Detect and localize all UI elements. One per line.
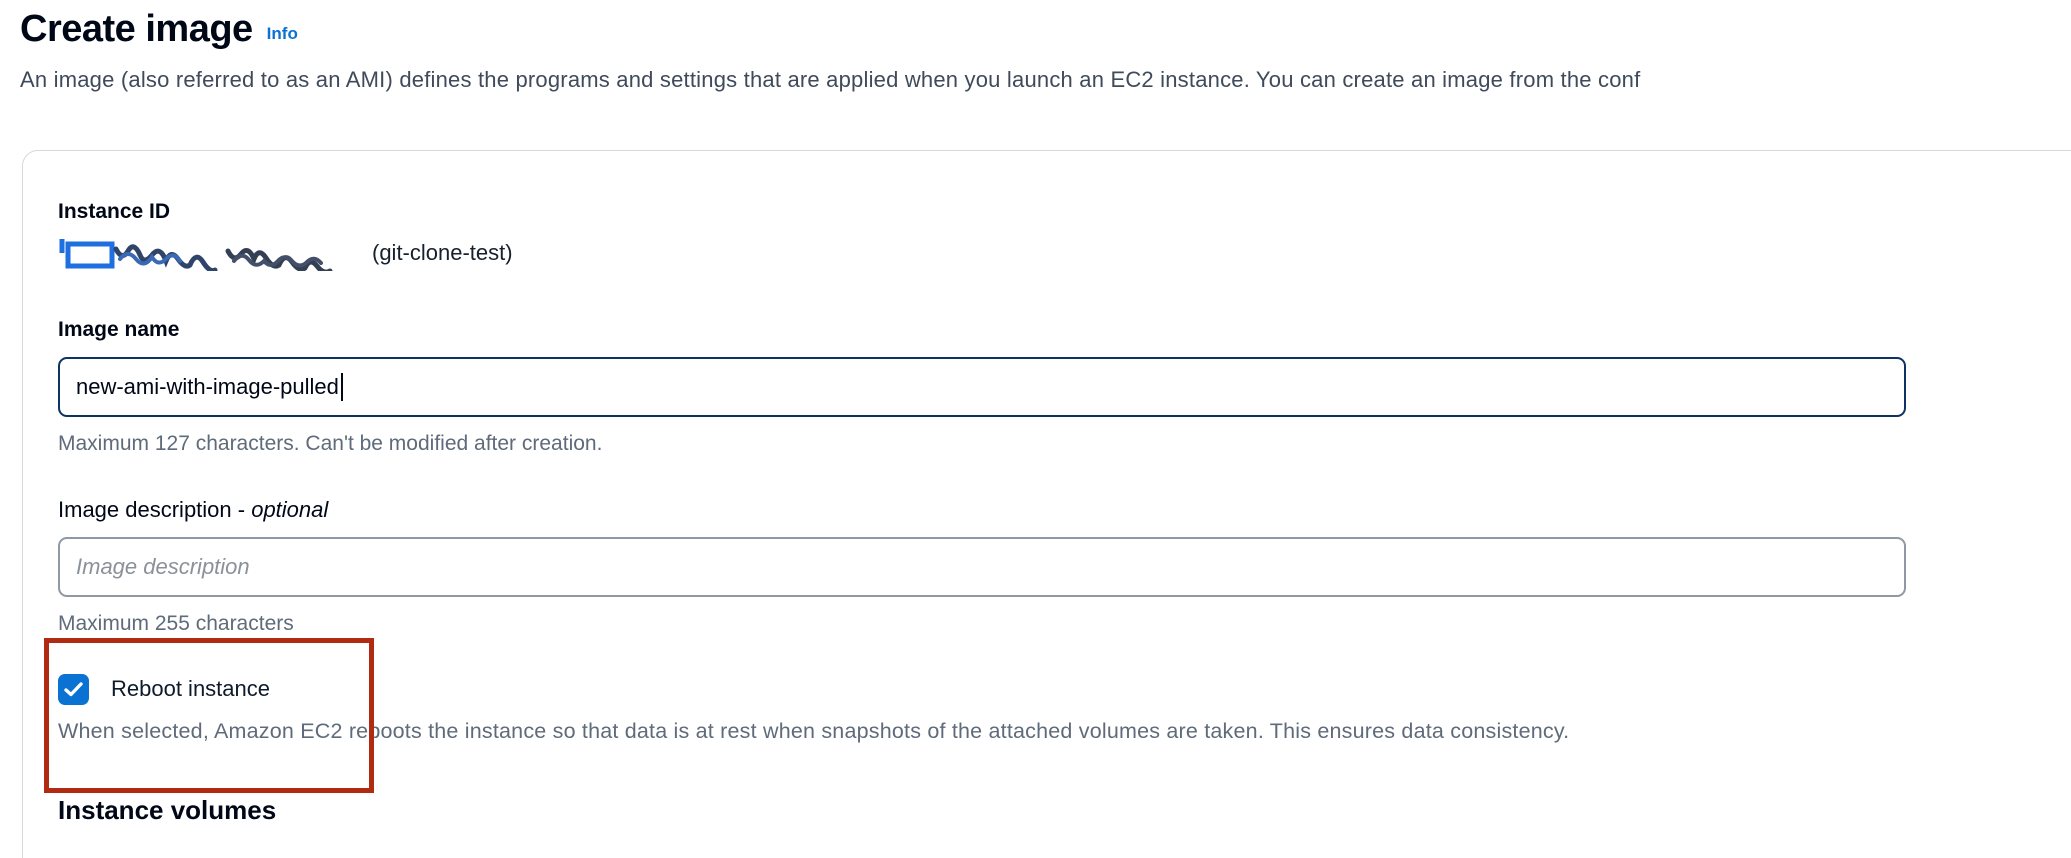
image-description-label: Image description - optional	[58, 497, 329, 522]
image-description-constraint: Maximum 255 characters	[58, 612, 294, 635]
optional-label: optional	[251, 497, 329, 522]
image-name-input[interactable]	[58, 357, 1906, 417]
page-title: Create image	[20, 8, 253, 50]
checkmark-icon	[64, 682, 83, 697]
red-annotation-box	[44, 638, 374, 793]
create-image-form-card	[22, 150, 2071, 858]
reboot-instance-row	[58, 673, 2071, 705]
instance-id-label: Instance ID	[58, 200, 171, 223]
image-description-input[interactable]	[58, 537, 1906, 597]
instance-name-text: (git-clone-test)	[372, 240, 513, 265]
page-header	[20, 8, 2071, 93]
reboot-instance-checkbox[interactable]	[58, 674, 89, 705]
info-link[interactable]: Info	[266, 24, 298, 43]
instance-id-link[interactable]	[58, 235, 538, 271]
reboot-instance-description: When selected, Amazon EC2 reboots the instance so that data is at rest when snapshots of the attached volumes are taken. This ensures data consistency.	[58, 719, 1570, 743]
image-name-value: new-ami-with-image-pulled	[76, 374, 339, 399]
image-name-label: Image name	[58, 318, 180, 341]
instance-volumes-heading: Instance volumes	[58, 795, 277, 825]
redacted-instance-id-scribble	[58, 235, 368, 271]
page-description: An image (also referred to as an AMI) defines the programs and settings that are applied when you launch an EC2 instance. You can create an image from the conf	[20, 67, 1641, 92]
reboot-instance-label[interactable]: Reboot instance	[111, 676, 270, 701]
image-name-constraint: Maximum 127 characters. Can't be modified after creation.	[58, 432, 603, 455]
text-cursor	[341, 373, 343, 401]
